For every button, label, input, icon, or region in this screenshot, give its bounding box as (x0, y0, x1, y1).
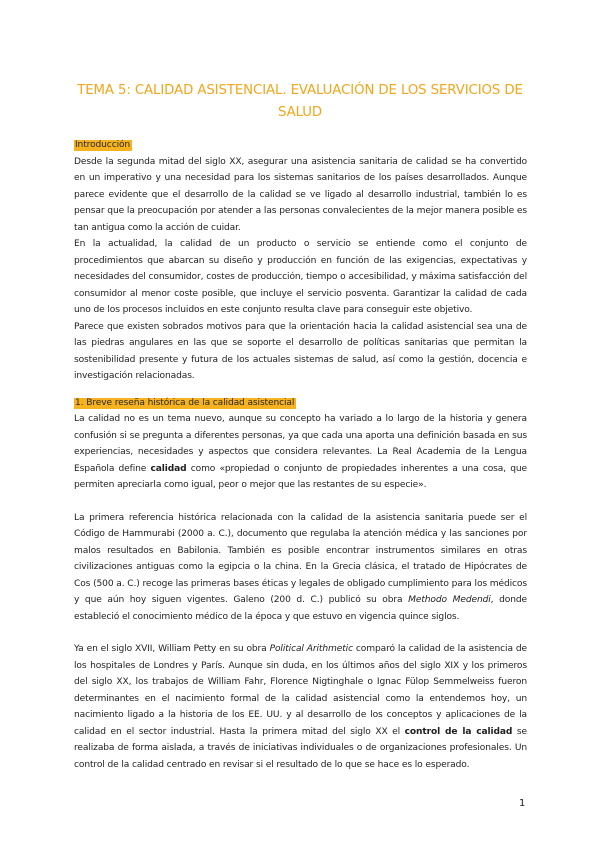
text-run: La primera referencia histórica relacionada con la calidad de la asistencia sanitaria puede ser el Código de Hammurabi (2000 a. C.), documento que regulaba la atención médica y las sanciones por malos resultados en Babilonia. También es posible encontrar instrumentos similares en otras civilizaciones antiguas como la egipcia o la china. En la Grecia clásica, el tratado de Hipócrates de Cos (500 a. C.) recoge las primeras bases éticas y legales de obligado cumplimiento para los médicos y que aún hoy siguen vigentes. Galeno (200 d. C.) publicó su obra (74, 512, 527, 605)
italic-title: Political Arithmetic (269, 644, 353, 654)
section1-heading-line (74, 395, 527, 412)
bold-term-calidad: calidad (150, 463, 187, 474)
text-run: se realizaba de forma aislada, a través de iniciativas individuales o de organizaciones profesionales. Un control de la calidad centrado en revisar si el resultado de lo que se hace es lo esperado. (74, 726, 527, 770)
intro-paragraph-1: Desde la segunda mitad del siglo XX, asegurar una asistencia sanitaria de calidad se ha convertido en un imperativo y una necesidad para los sistemas sanitarios de los países desarrollados. Aunque parece evidente que el desarrollo de la calidad se ve ligado al desarrollo industrial, también lo es pensar que la preocupación por atender a las personas convalecientes de la mejor manera posible es tan antigua como la acción de cuidar. (74, 156, 527, 233)
page-title: TEMA 5: CALIDAD ASISTENCIAL. EVALUACIÓN DE LOS SERVICIOS DE SALUD (77, 83, 523, 120)
text-run: Ya en el siglo XVII, William Petty en su obra (74, 644, 270, 654)
page-number: 1 (519, 798, 526, 809)
document-body (74, 137, 527, 773)
intro-heading-line (74, 137, 527, 154)
text-run: , donde estableció el conocimiento médico de la época y que estuvo en vigencia quince siglos. (74, 595, 527, 622)
section1-paragraph-3 (74, 641, 527, 773)
bold-term-control: control de la calidad (404, 726, 513, 737)
section1-paragraph-2 (74, 510, 527, 626)
intro-heading: Introducción (75, 140, 131, 150)
italic-title: Methodo Medendi (408, 595, 491, 605)
text-run: como «propiedad o conjunto de propiedades inherentes a una cosa, que permiten apreciarla como igual, peor o mejor que las restantes de su especie». (74, 463, 527, 490)
text-run: La calidad no es un tema nuevo, aunque su concepto ha variado a lo largo de la historia y genera confusión si se pregunta a diferentes personas, ya que cada una aporta una definición basada en sus experiencias, necesidades y aspectos que considera relevantes. La Real Academia de la Lengua Española define (74, 414, 527, 474)
intro-paragraph-3: Parece que existen sobrados motivos para que la orientación hacia la calidad asistencial sea una de las piedras angulares en las que se soporte el desarrollo de políticas sanitarias que permitan la sostenibilidad presente y futura de los actuales sistemas de salud, así como la gestión, docencia e investigación relacionadas. (74, 321, 527, 381)
text-run: comparó la calidad de la asistencia de los hospitales de Londres y París. Aunque sin duda, en los últimos años del siglo XIX y los primeros del siglo XX, los trabajos de William Fahr, Florence Nigtinghale o Ignac Fülop Semmelweiss fueron determinantes en el nacimiento formal de la calidad asistencial como la entendemos hoy, un nacimiento ligado a la historia de los EE. UU. y al desarrollo de los conceptos y aplicaciones de la calidad en el sector industrial. Hasta la primera mitad del siglo XX el (74, 644, 527, 737)
intro-paragraph-2: En la actualidad, la calidad de un producto o servicio se entiende como el conjunto de procedimientos que abarcan su diseño y producción en función de las exigencias, expectativas y necesidades del consumidor, costes de producción, tiempo o accesibilidad, y máxima satisfacción del consumidor al menor coste posible, que incluye el servicio posventa. Garantizar la calidad de cada uno de los procesos incluidos en este conjunto resulta clave para conseguir este objetivo. (74, 239, 527, 315)
section1-heading: 1. Breve reseña histórica de la calidad asistencial (75, 397, 295, 408)
section1-paragraph-1 (74, 411, 527, 494)
